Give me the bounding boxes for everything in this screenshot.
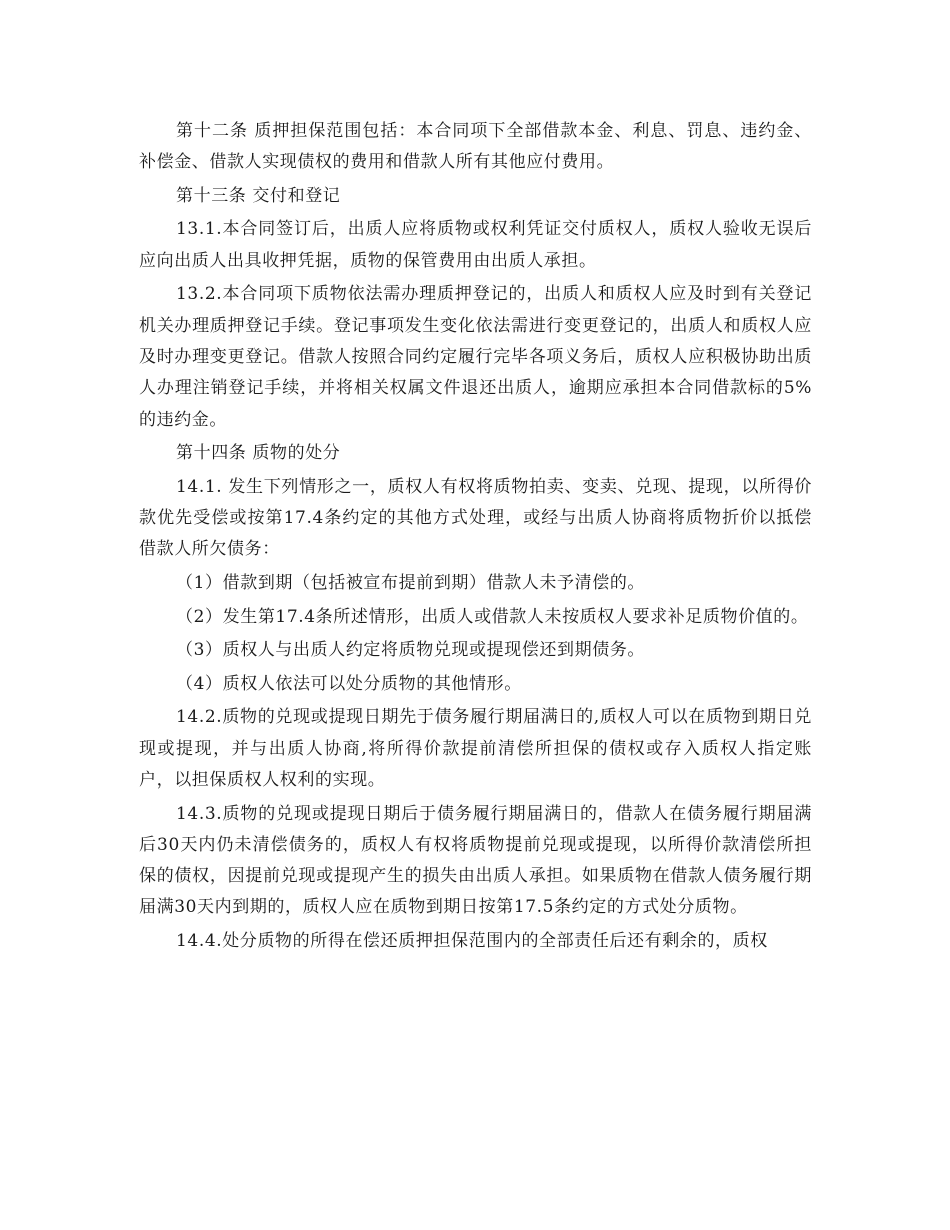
document-body (139, 116, 812, 960)
article-13-heading: 第十三条 交付和登记 (176, 185, 341, 206)
clause-14-3-paragraph: 14.3.质物的兑现或提现日期后于债务履行期届满日的，借款人在债务履行期届满后30天内仍未清偿债务的，质权人有权将质物提前兑现或提现，以所得价款清偿所担保的债权，因提前兑现或提现产生的损失由出质人承担。如果质物在借款人债务履行期届满30天内到期的，质权人应在质物到期日按第17.5条约定的方式处分质物。 (139, 803, 812, 918)
list-item-2: （2）发生第17.4条所述情形，出质人或借款人未按质权人要求补足质物价值的。 (176, 606, 809, 627)
list-item-4: （4）质权人依法可以处分质物的其他情形。 (176, 673, 522, 694)
article-14-heading: 第十四条 质物的处分 (176, 443, 341, 464)
clause-14-2-paragraph: 14.2.质物的兑现或提现日期先于债务履行期届满日的,质权人可以在质物到期日兑现或提现，并与出质人协商,将所得价款提前清偿所担保的债权或存入质权人指定账户，以担保质权人权利的实现。 (139, 707, 812, 790)
clause-14-1-paragraph: 14.1. 发生下列情形之一，质权人有权将质物拍卖、变卖、兑现、提现，以所得价款优先受偿或按第17.4条约定的其他方式处理，或经与出质人协商将质物折价以抵偿借款人所欠债务： (139, 476, 812, 560)
clause-13-1-paragraph: 13.1.本合同签订后，出质人应将质物或权利凭证交付质权人，质权人验收无误后应向出质人出具收押凭据，质物的保管费用由出质人承担。 (139, 219, 812, 271)
article-12-paragraph: 第十二条 质押担保范围包括：本合同项下全部借款本金、利息、罚息、违约金、补偿金、借款人实现债权的费用和借款人所有其他应付费用。 (139, 121, 812, 173)
clause-13-2-paragraph: 13.2.本合同项下质物依法需办理质押登记的，出质人和质权人应及时到有关登记机关办理质押登记手续。登记事项发生变化依法需进行变更登记的，出质人和质权人应及时办理变更登记。借款人按照合同约定履行完毕各项义务后，质权人应积极协助出质人办理注销登记手续，并将相关权属文件退还出质人，逾期应承担本合同借款标的5%的违约金。 (139, 284, 812, 430)
clause-14-4-paragraph: 14.4.处分质物的所得在偿还质押担保范围内的全部责任后还有剩余的，质权 (176, 930, 768, 951)
list-item-1: （1）借款到期（包括被宣布提前到期）借款人未予清偿的。 (176, 572, 646, 593)
list-item-3: （3）质权人与出质人约定将质物兑现或提现偿还到期债务。 (176, 640, 646, 661)
